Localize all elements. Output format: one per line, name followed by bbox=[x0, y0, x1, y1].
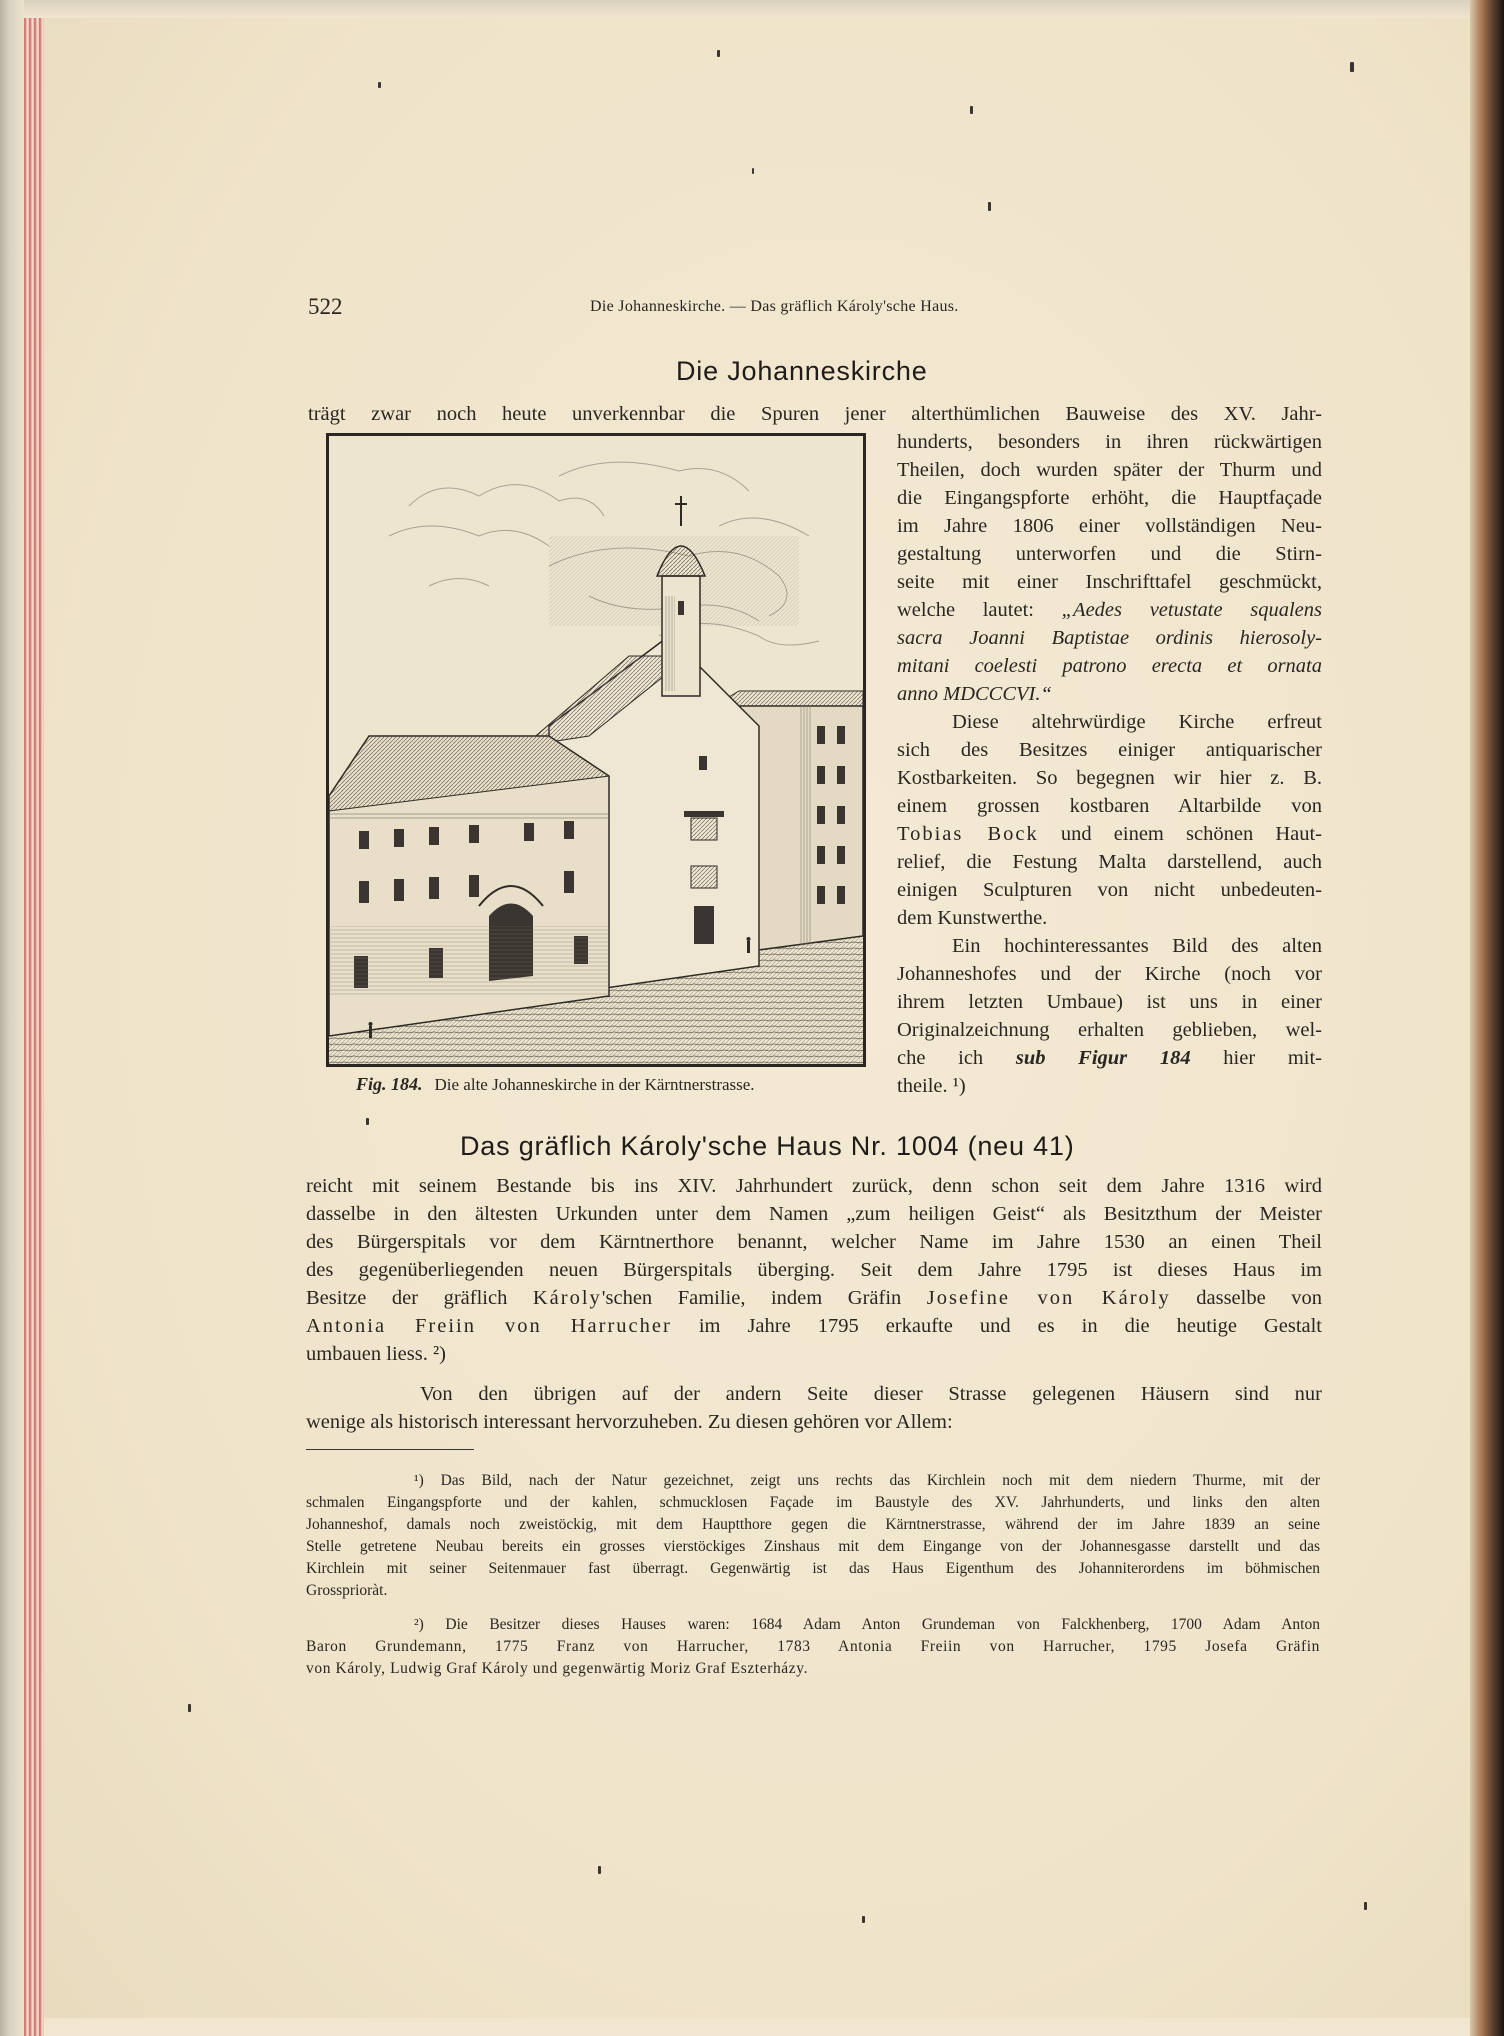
text-line: Originalzeichnung erhalten geblieben, wel- bbox=[897, 1019, 1322, 1041]
text-line: umbauen liess. ²) bbox=[306, 1343, 446, 1365]
speck bbox=[752, 168, 754, 174]
figure-caption-text: Die alte Johanneskirche in der Kärntnerstrasse. bbox=[434, 1075, 755, 1094]
artist-name: Tobias Bock bbox=[897, 823, 1039, 845]
footnote-line: schmalen Eingangspforte und der kahlen, schmucklosen Façade im Baustyle des XV. Jahrhunderts, und links den alten bbox=[306, 1494, 1320, 1511]
text-line: Von den übrigen auf der andern Seite dieser Strasse gelegenen Häusern sind nur bbox=[420, 1383, 1322, 1405]
name-karoly: Károly bbox=[532, 1287, 602, 1309]
footnote-line: Kirchlein mit seiner Seitenmauer fast überragt. Gegenwärtig ist das Haus Eigenthum des Johanniterordens im böhmischen bbox=[306, 1560, 1320, 1577]
page-edges-red bbox=[24, 0, 44, 2036]
footnote-line: Stelle getretene Neubau bereits ein grosses vierstöckiges Zinshaus mit dem Eingange von der Johannesgasse darstellt und das bbox=[306, 1538, 1320, 1555]
figure-reference: sub Figur 184 bbox=[1015, 1047, 1191, 1069]
text-line bbox=[897, 596, 1322, 624]
name-josefine: Josefine von Károly bbox=[926, 1287, 1171, 1309]
footnote-line: von Károly, Ludwig Graf Károly und gegenwärtig Moriz Graf Eszterházy. bbox=[306, 1660, 809, 1677]
book-binding-left bbox=[0, 0, 24, 2036]
text-line bbox=[306, 1284, 1322, 1312]
page-header bbox=[308, 294, 1038, 324]
text-line: gestaltung unterworfen und die Stirn- bbox=[897, 543, 1322, 565]
inscription-quote: anno MDCCCVI.“ bbox=[897, 683, 1052, 705]
text-line: einem grossen kostbaren Altarbilde von bbox=[897, 795, 1322, 817]
text-fragment: dasselbe von bbox=[1170, 1287, 1322, 1309]
text-line: relief, die Festung Malta darstellend, auch bbox=[897, 851, 1322, 873]
footnote-line: Grossprioràt. bbox=[306, 1582, 388, 1599]
text-fragment: 'schen Familie, indem Gräfin bbox=[601, 1287, 927, 1309]
name-antonia: Antonia Freiin von Harrucher bbox=[306, 1315, 672, 1337]
footnote-line: Johanneshof, damals noch zweistöckig, mit dem Hauptthore gegen die Kärntnerstrasse, während der im Jahre 1839 an seine bbox=[306, 1516, 1320, 1533]
book-binding-right bbox=[1470, 0, 1504, 2036]
speck bbox=[188, 1704, 191, 1712]
footnote-line: ²) Die Besitzer dieses Hauses waren: 1684 Adam Anton Grundeman von Falckhenberg, 1700 Adam Anton bbox=[414, 1616, 1320, 1633]
text-line: wenige als historisch interessant hervorzuheben. Zu diesen gehören vor Allem: bbox=[306, 1411, 953, 1433]
page-edge-top bbox=[24, 0, 1474, 18]
figure-engraving bbox=[326, 433, 866, 1067]
quote-intro: welche lautet: bbox=[897, 599, 1062, 621]
text-fragment: Besitze der gräflich bbox=[306, 1287, 533, 1309]
text-line: einigen Sculpturen von nicht unbedeuten- bbox=[897, 879, 1322, 901]
text-line: Johanneshofes und der Kirche (noch vor bbox=[897, 963, 1322, 985]
text-line bbox=[897, 1044, 1322, 1072]
text-line: des Bürgerspitals vor dem Kärntnerthore benannt, welcher Name im Jahre 1530 an einen Theil bbox=[306, 1231, 1322, 1253]
text-fragment: im Jahre 1795 erkaufte und es in die heutige Gestalt bbox=[671, 1315, 1323, 1337]
speck bbox=[378, 82, 381, 88]
inscription-quote: mitani coelesti patrono erecta et ornata bbox=[897, 655, 1322, 677]
text-line: dasselbe in den ältesten Urkunden unter dem Namen „zum heiligen Geist“ als Besitzthum der Meister bbox=[306, 1203, 1322, 1225]
text-fragment: che ich bbox=[897, 1047, 1016, 1069]
text-line: Kostbarkeiten. So begegnen wir hier z. B. bbox=[897, 767, 1322, 789]
text-line: Ein hochinteressantes Bild des alten bbox=[952, 935, 1322, 957]
speck bbox=[1364, 1902, 1367, 1910]
page-number: 522 bbox=[308, 294, 343, 319]
speck bbox=[717, 50, 720, 57]
speck bbox=[1350, 62, 1354, 72]
text-line: die Eingangspforte erhöht, die Hauptfaçade bbox=[897, 487, 1322, 509]
footnote-line: ¹) Das Bild, nach der Natur gezeichnet, zeigt uns rechts das Kirchlein noch mit dem niedern Thurme, mit der bbox=[414, 1472, 1320, 1489]
section-title-karoly-haus: Das gräflich Károly'sche Haus Nr. 1004 (neu 41) bbox=[460, 1131, 1075, 1161]
inscription-quote: „Aedes vetustate squalens bbox=[1061, 599, 1322, 621]
church-engraving-illustration bbox=[329, 436, 863, 1064]
text-fragment: hier mit- bbox=[1190, 1047, 1322, 1069]
text-line: hunderts, besonders in ihren rückwärtigen bbox=[897, 431, 1322, 453]
text-line: Theilen, doch wurden später der Thurm und bbox=[897, 459, 1322, 481]
section-title-johanneskirche: Die Johanneskirche bbox=[676, 356, 928, 386]
figure-label: Fig. 184. bbox=[356, 1074, 423, 1094]
text-line: seite mit einer Inschrifttafel geschmückt, bbox=[897, 571, 1322, 593]
text-line bbox=[897, 820, 1322, 848]
text-fragment: und einem schönen Haut- bbox=[1038, 823, 1322, 845]
speck bbox=[988, 202, 991, 211]
speck bbox=[598, 1866, 601, 1874]
text-line: sich des Besitzes einiger antiquarischer bbox=[897, 739, 1322, 761]
text-line: theile. ¹) bbox=[897, 1075, 966, 1097]
inscription-quote: sacra Joanni Baptistae ordinis hierosoly- bbox=[897, 627, 1322, 649]
text-line: ihrem letzten Umbaue) ist uns in einer bbox=[897, 991, 1322, 1013]
speck bbox=[366, 1118, 369, 1125]
speck bbox=[862, 1916, 865, 1923]
footnote-rule bbox=[306, 1449, 474, 1450]
footnote-line: Baron Grundemann, 1775 Franz von Harrucher, 1783 Antonia Freiin von Harrucher, 1795 Josefa Gräfin bbox=[306, 1638, 1320, 1655]
text-line bbox=[306, 1312, 1322, 1340]
text-line: des gegenüberliegenden neuen Bürgerspitals überging. Seit dem Jahre 1795 ist dieses Haus im bbox=[306, 1259, 1322, 1281]
speck bbox=[970, 106, 973, 114]
text-line: dem Kunstwerthe. bbox=[897, 907, 1048, 929]
text-line: reicht mit seinem Bestande bis ins XIV. Jahrhundert zurück, denn schon seit dem Jahre 1316 wird bbox=[306, 1175, 1322, 1197]
text-line: trägt zwar noch heute unverkennbar die Spuren jener alterthümlichen Bauweise des XV. Jahr- bbox=[308, 403, 1322, 425]
figure-caption bbox=[356, 1074, 755, 1095]
running-head: Die Johanneskirche. — Das gräflich Károly'sche Haus. bbox=[590, 298, 959, 315]
text-line: Diese altehrwürdige Kirche erfreut bbox=[952, 711, 1322, 733]
text-line: im Jahre 1806 einer vollständigen Neu- bbox=[897, 515, 1322, 537]
